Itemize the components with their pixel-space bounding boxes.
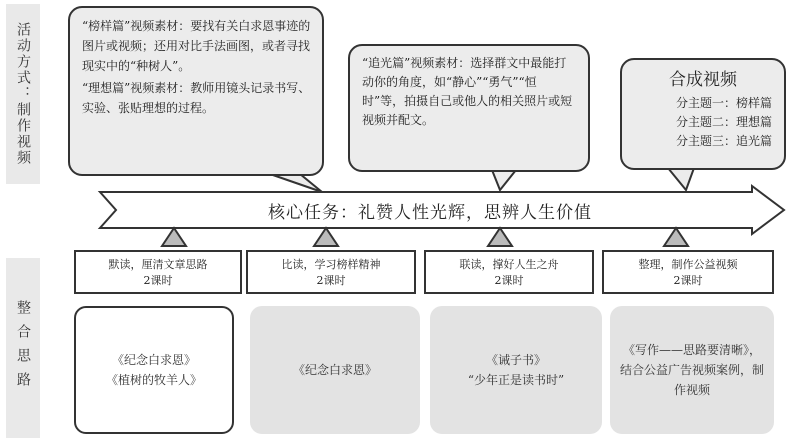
subtheme-1: 分主题一：榜样篇 [675,96,772,110]
resource-panel-2 [250,306,420,434]
step-2-text: 比读，学习榜样精神 [281,258,381,271]
bubble-chase-light [348,44,590,172]
bubble-compose-video [620,58,786,170]
resource-3-line2: “少年正是读书时” [467,373,565,387]
bubble1-tail [270,174,322,192]
step4-marker [664,228,688,246]
step-3-text: 联读，撑好人生之舟 [459,258,559,271]
step-1-text: 默读，厘清文章思路 [108,258,208,271]
bubble-chase-light-text: “追光篇”视频素材：选择群文中最能打动你的角度，如“静心”“勇气”“恒时”等，拍摄自己或他人的相关照片或短视频并配文。 [362,56,573,127]
step-2-hours: 2课时 [316,274,346,287]
resource-1-line2: 《植树的牧羊人》 [105,373,202,387]
step-box-2 [246,250,416,294]
step-3-hours: 2课时 [494,274,524,287]
step3-marker [488,228,512,246]
bubble-role-model [68,6,324,176]
bubble-role-model-text2: “理想篇”视频素材：教师用镜头记录书写、实验、张贴理想的过程。 [82,81,311,115]
activity-label: 活动方式：制作视频 [6,4,40,184]
step-4-text: 整理，制作公益视频 [638,258,738,271]
resource-2-text: 《纪念白求恩》 [292,363,377,377]
resource-3-line1: 《诫子书》 [485,353,546,367]
resource-1-line1: 《纪念白求恩》 [111,353,196,367]
step-box-4 [602,250,774,294]
subtheme-2: 分主题二：理想篇 [675,115,772,129]
resource-panel-4 [610,306,774,434]
resource-4-text: 《写作——思路要清晰》，结合公益广告视频案例，制作视频 [619,343,764,397]
resource-panel-3 [430,306,602,434]
step-box-3 [424,250,594,294]
resource-panel-1 [74,306,234,434]
step-4-hours: 2课时 [673,274,703,287]
compose-video-title: 合成视频 [669,70,737,90]
step-box-1 [74,250,242,294]
bubble-role-model-text1: “榜样篇”视频素材：要找有关白求恩事迹的图片或视频；还用对比手法画图，或者寻找现实中的“种树人”。 [82,19,311,73]
step2-marker [314,228,338,246]
bubble3-tail [668,168,694,190]
bubble2-tail [492,170,516,190]
subtheme-3: 分主题三：追光篇 [675,134,772,148]
core-task-text: 核心任务：礼赞人性光辉，思辨人生价值 [268,202,592,223]
step1-marker [162,228,186,246]
step-1-hours: 2课时 [143,274,173,287]
integration-label: 整合思路 [6,258,40,438]
